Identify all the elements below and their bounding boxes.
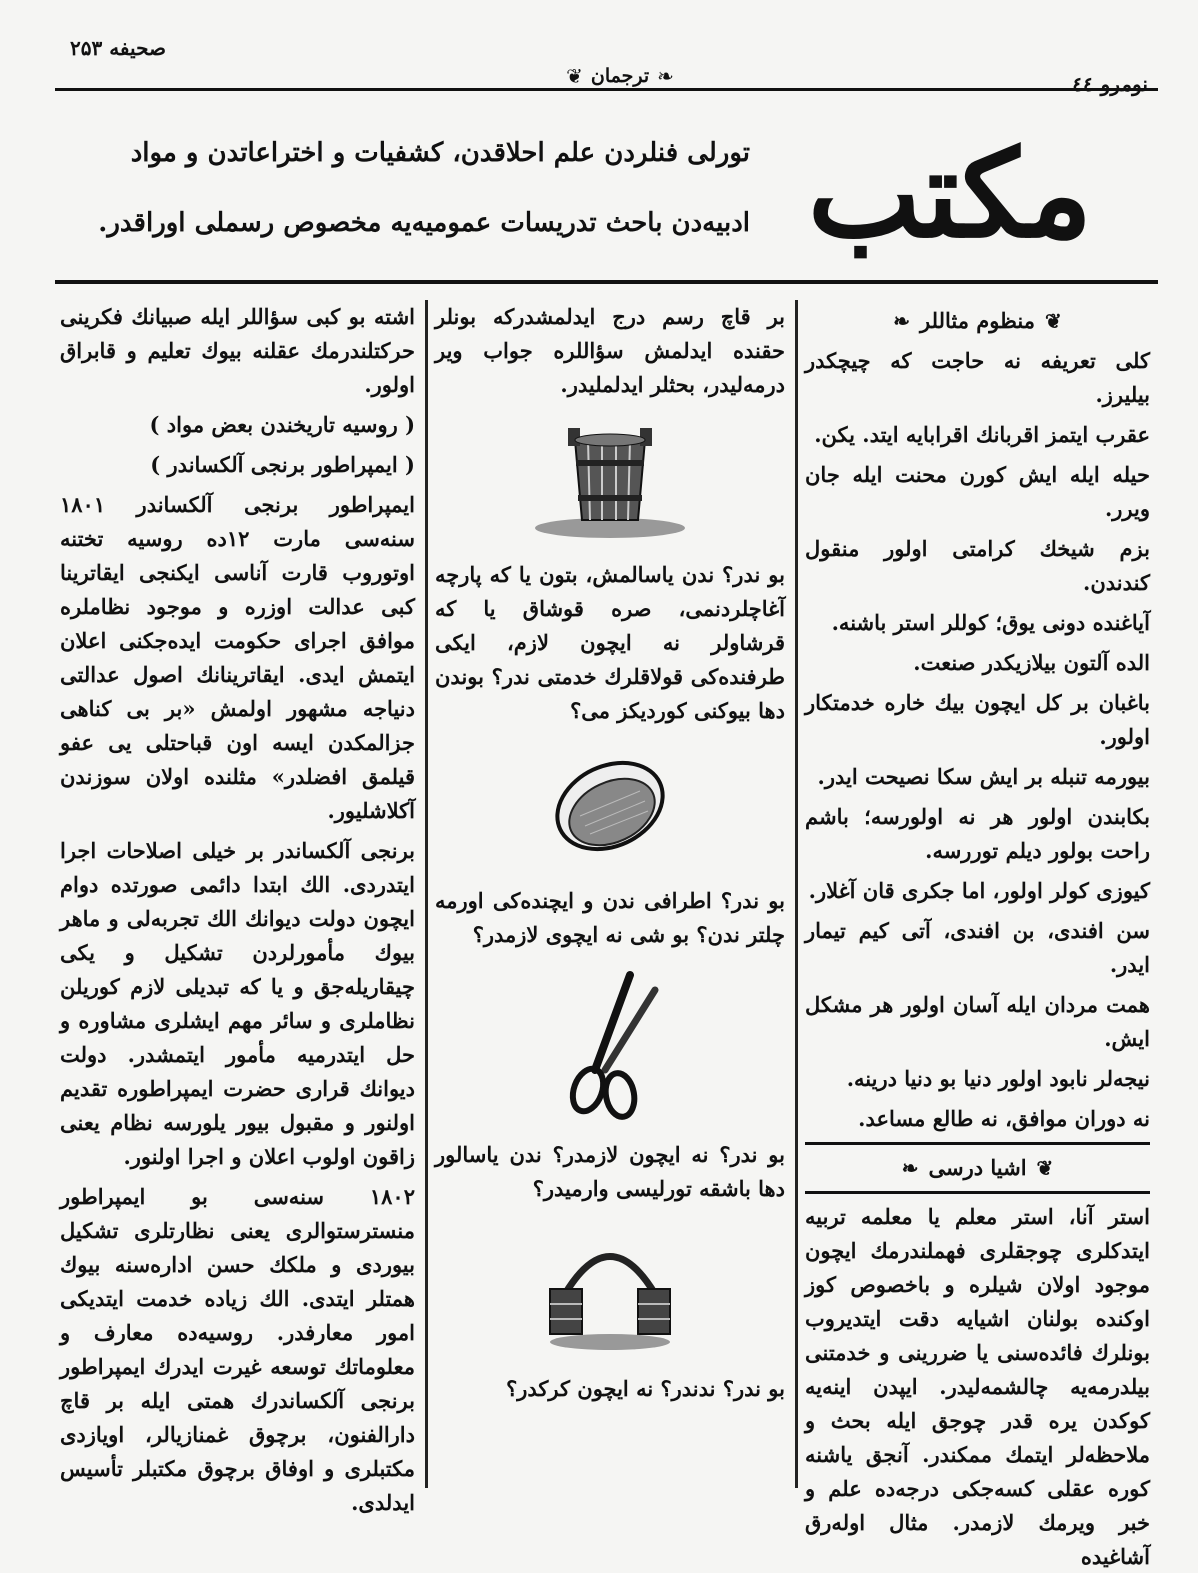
masthead-tagline-1: تورلی فنلردن علم احلاقدن، کشفیات و اختراعاتدن و مواد bbox=[130, 138, 750, 168]
ornament-icon: ❦ bbox=[1036, 1156, 1054, 1180]
section-rule bbox=[805, 1191, 1150, 1194]
article-paragraph: بر قاچ رسم درج ایدلمشدرکه بونلر حقنده ایدلمش سؤاللره جواب ویر درمه‌لیدر، بحثلر ایدلملیدر. bbox=[435, 304, 785, 397]
article-paragraph: اشته بو کبی سؤاللر ایله صبیانك فکرینی حرکتلندرمك عقلنه بیوك تعلیم و قابراق اولور. bbox=[60, 304, 415, 397]
proverb: بیورمه تنبله بر ایش سکا نصیحت ایدر. bbox=[817, 764, 1150, 789]
article-paragraph: ایمپراطور برنجی آلکساندر ۱۸۰۱ سنه‌سی مارت ۱۲ده روسیه تختنه اوتوروب قارت آناسی ایکنجی ایقاترینا کبی عدالت اوزره و موجود نظاملره موافق اجرای حکومت ایده‌جکنی اعلان ایتمش ایدی. ایقاترینانك اصول عدالتی دنیاجه مشهور اولمش «بر بی کناهی جزالمكدن ایسه اون قباحتلی یی عفو قیلمق افضلدر» مثلنده اولان سوزندن آکلاشلیور. bbox=[60, 492, 415, 823]
masthead bbox=[60, 110, 1140, 280]
right-column bbox=[805, 300, 1150, 1569]
proverb: نیجه‌لر نابود اولور دنیا بو دنیا درینه. bbox=[846, 1066, 1150, 1091]
masthead-rule bbox=[55, 280, 1158, 284]
ornament-icon: ❧ bbox=[901, 1156, 919, 1180]
proverb: آیاغنده دونی یوق؛ کوللر استر باشنه. bbox=[831, 610, 1150, 635]
proverb: همت مردان ایله آسان اولور هر مشکل ایش. bbox=[805, 992, 1150, 1051]
proverb: عقرب ایتمز اقربانك اقرابایه ایتد. یکن. bbox=[814, 422, 1150, 447]
article-subtitle: ( ایمپراطور برنجی آلکساندر ) bbox=[150, 452, 415, 477]
section-heading bbox=[805, 1151, 1150, 1185]
question-paragraph: بو ندر؟ ندن یاسالمش، بتون یا که پارچه آغاچلردنمی، صره قوشاق یا که قرشاولر نه ایچون لازم، ایکی طرفنده‌کی قولاقلرك خدمتی ندر؟ بوندن دها بیوکنی کوردیکز می؟ bbox=[435, 562, 785, 723]
proverb: کیوزی کولر اولور، اما جکری قان آغلار. bbox=[808, 878, 1150, 903]
ornament-left-icon: ❦ bbox=[566, 64, 583, 88]
yoke-buckets-illustration bbox=[540, 1224, 680, 1354]
scissors-illustration bbox=[550, 970, 670, 1120]
ornament-icon: ❧ bbox=[893, 309, 911, 333]
proverb: نه دوران موافق، نه طالع مساعد. bbox=[858, 1106, 1150, 1131]
article-paragraph: استر آنا، استر معلم یا معلمه تربیه ایتدکلری چوجقلری فهملندرمك ایچون موجود اولان شیلره و باخصوص کوز اوکنده بولنان اشیایه دقت ایتدیروب بونلرك فائده‌سنی یا ضررینی و خدمتنی بیلدرمه‌یه چالشمه‌لیدر. ایپدن اینه‌یه کوکدن یره قدر چوجق ایله بحث و ملاحظه‌لر ایتمك ممکندر. آنجق یاشنه کوره عقلی کسه‌جکی درجه‌ده علم و خبر ویرمك لازمدر. مثال اوله‌رق آشاغیده bbox=[805, 1204, 1150, 1569]
paper-name: ترجمان bbox=[590, 65, 650, 87]
question-paragraph: بو ندر؟ ندندر؟ نه ایچون کرکدر؟ bbox=[506, 1376, 785, 1401]
article-subtitle: ( روسیه تاریخندن بعض مواد ) bbox=[149, 412, 415, 437]
proverb: باغبان بر کل ایچون بیك خاره خدمتکار اولور. bbox=[805, 690, 1150, 749]
left-column bbox=[60, 300, 415, 1553]
proverb: کلی تعریفه نه حاجت که چیچکدر بیلیرز. bbox=[805, 348, 1150, 407]
section-title: اشیا درسی bbox=[928, 1155, 1027, 1180]
article-paragraph: برنجی آلکساندر بر خیلی اصلاحات اجرا ایتدردی. الك ابتدا دائمی صورتده دوام ایچون دولت دیوانك الك تجربه‌لی و ماهر بیوك مأمورلردن تشکیل و یکی چیقاریله‌جق و یا که تبدیلی لازم کوریلن نظاملری و سائر مهم ایشلری مشاوره و حل ایتدرمیه مأمور ایتمشدر. دولت دیوانك قراری حضرت ایمپراطوره تقدیم اولنور و مقبول بیور یلورسه نظام یعنی زاقون اولوب اعلان و اجرا اولنور. bbox=[60, 838, 415, 1169]
page-number: صحیفه ۲۵۳ bbox=[70, 36, 166, 60]
bucket-illustration bbox=[530, 420, 690, 540]
proverb: حیله ایله ایش کورن محنت ایله جان ویرر. bbox=[805, 462, 1150, 521]
article-paragraph: ۱۸۰۲ سنه‌سی بو ایمپراطور منسترستوالری یعنی نظارتلری تشکیل بیوردی و ملکك حسن اداره‌سنه بیوك همتلر ایتدی. الك زیاده خدمت ایتدیکی امور معارفدر. روسیه‌ده معارف و معلوماتك توسعه غیرت ایدرك ایمپراطور برنجی آلکساندرك همتی ایله بر قاچ دارالفنون، برچوق غمنازیالر، اویازدی مکتبلری و اوفاق برچوق مکتبلر تأسیس ایدلدی. bbox=[60, 1184, 415, 1515]
header-rule bbox=[55, 88, 1158, 91]
masthead-tagline-2: ادبیه‌دن باحث تدریسات عمومیه‌یه مخصوص رسملی اوراقدر. bbox=[98, 208, 750, 238]
masthead-title: مكتب bbox=[807, 124, 1093, 265]
ornament-right-icon: ❧ bbox=[657, 64, 674, 88]
issue-number: نومرو ٤٤ bbox=[1072, 72, 1148, 96]
question-paragraph: بو ندر؟ نه ایچون لازمدر؟ ندن یاسالور دها باشقه تورلیسی وارمیدر؟ bbox=[435, 1142, 785, 1201]
proverb: بکابندن اولور هر نه اولورسه؛ باشم راحت بولور دیلم توررسه. bbox=[805, 804, 1150, 863]
proverb: بزم شیخك کرامتی اولور منقول کندندن. bbox=[805, 536, 1150, 595]
middle-column bbox=[435, 300, 785, 1553]
ornament-icon: ❦ bbox=[1044, 309, 1062, 333]
section-rule bbox=[805, 1142, 1150, 1145]
proverb: سن افندی، بن افندی، آتی کیم تیمار ایدر. bbox=[805, 918, 1150, 977]
sieve-illustration bbox=[540, 746, 680, 866]
question-paragraph: بو ندر؟ اطرافی ندن و ایچنده‌کی اورمه چلتر ندن؟ بو شی نه ایچوی لازمدر؟ bbox=[435, 888, 785, 947]
column-divider bbox=[425, 300, 428, 1488]
paper-name-banner bbox=[545, 62, 695, 90]
column-divider bbox=[795, 300, 798, 1488]
proverb: الده آلتون بیلازیکدر صنعت. bbox=[913, 650, 1150, 675]
section-heading bbox=[805, 304, 1150, 338]
section-title: منظوم مثاللر bbox=[920, 308, 1035, 333]
